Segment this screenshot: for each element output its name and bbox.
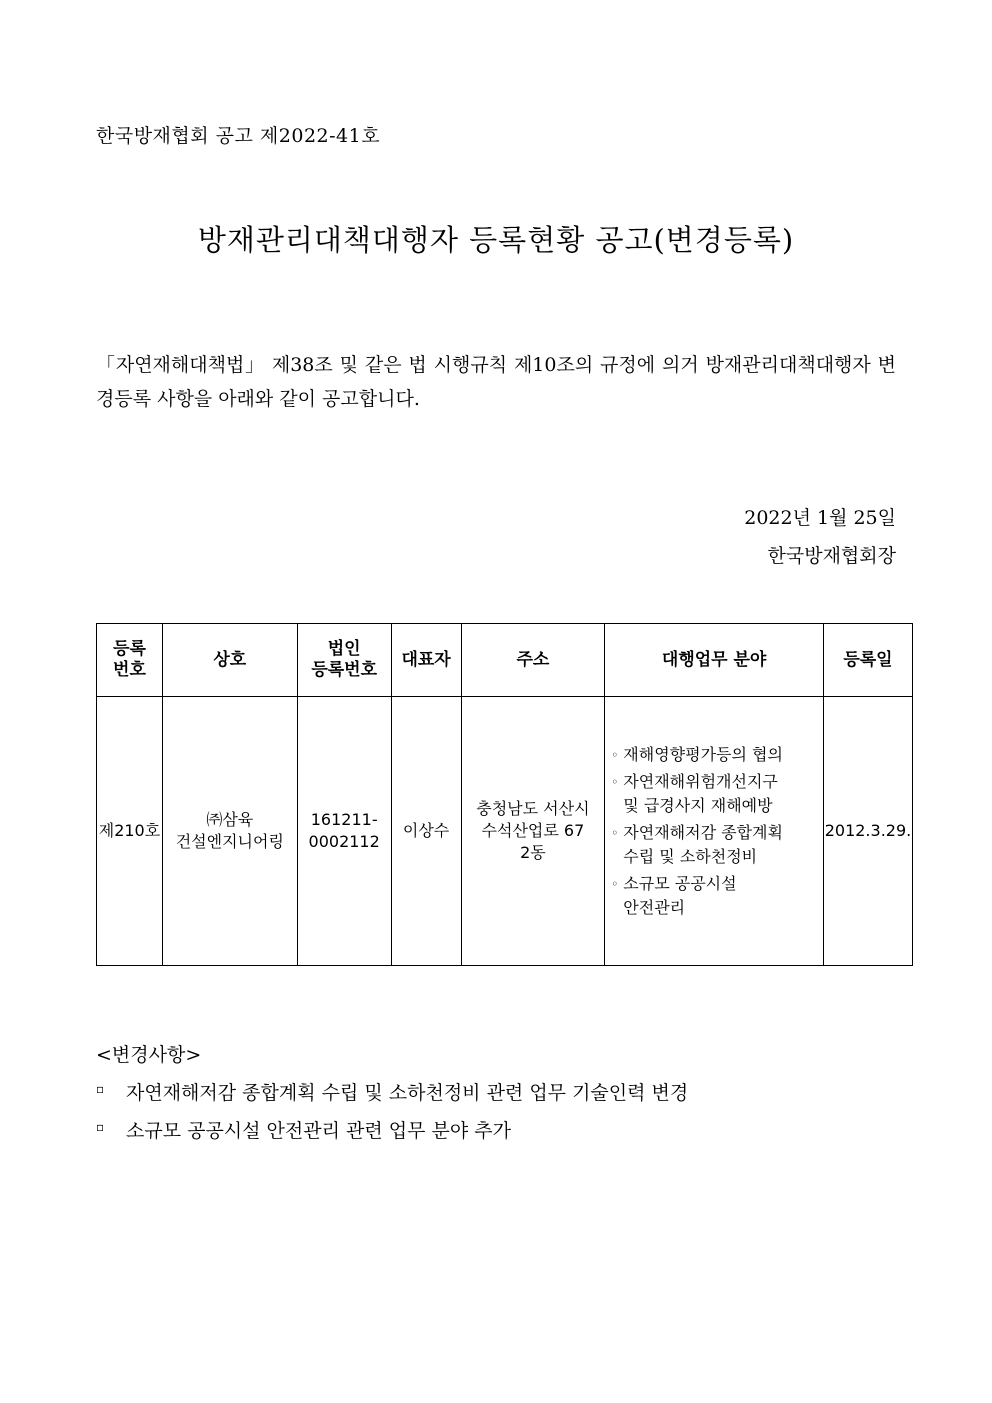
cell-fields [605,697,824,966]
notice-date: 2022년 1월 25일 [744,507,896,529]
notice-number: 한국방재협회 공고 제2022-41호 [96,125,381,147]
header-fields: 대행업무 분야 [605,624,824,697]
header-company: 상호 [162,624,297,697]
bullet-icon: ◦ [611,825,619,840]
square-bullet-icon: ▫ [96,1120,105,1134]
table-row [97,697,913,966]
header-reg-no: 등록 번호 [97,624,163,697]
bullet-icon: ◦ [611,747,619,762]
registration-table [96,623,913,966]
cell-reg-date: 2012.3.29. [823,697,912,966]
cell-reg-no: 제210호 [97,697,163,966]
field-item: ◦ 재해영향평가등의 협의 [611,743,823,767]
field-item: ◦ 소규모 공공시설 안전관리 [611,873,737,917]
notice-body: 「자연재해대책법」 제38조 및 같은 법 시행규칙 제10조의 규정에 의거 방재관리대책대행자 변경등록 사항을 아래와 같이 공고합니다. [96,354,896,410]
cell-company: ㈜삼육 건설엔지니어링 [162,697,297,966]
bullet-icon: ◦ [611,876,619,891]
table-header-row [97,624,913,697]
changes-title: <변경사항> [96,1044,202,1066]
bullet-icon: ◦ [611,774,619,789]
cell-address: 충청남도 서산시 수석산업로 67 2동 [461,697,605,966]
change-item: ▫ 소규모 공공시설 안전관리 관련 업무 분야 추가 [96,1116,511,1143]
header-corp-no: 법인 등록번호 [297,624,391,697]
field-item: ◦ 자연재해위험개선지구 및 급경사지 재해예방 [611,771,778,815]
cell-ceo: 이상수 [391,697,461,966]
issuer: 한국방재협회장 [767,545,896,567]
header-ceo: 대표자 [391,624,461,697]
change-item: ▫ 자연재해저감 종합계획 수립 및 소하천정비 관련 업무 기술인력 변경 [96,1078,688,1105]
field-item: ◦ 자연재해저감 종합계획 수립 및 소하천정비 [611,822,783,866]
header-reg-date: 등록일 [823,624,912,697]
square-bullet-icon: ▫ [96,1082,105,1096]
page-title: 방재관리대책대행자 등록현황 공고(변경등록) [197,223,795,257]
cell-corp-no: 161211- 0002112 [297,697,391,966]
header-address: 주소 [461,624,605,697]
